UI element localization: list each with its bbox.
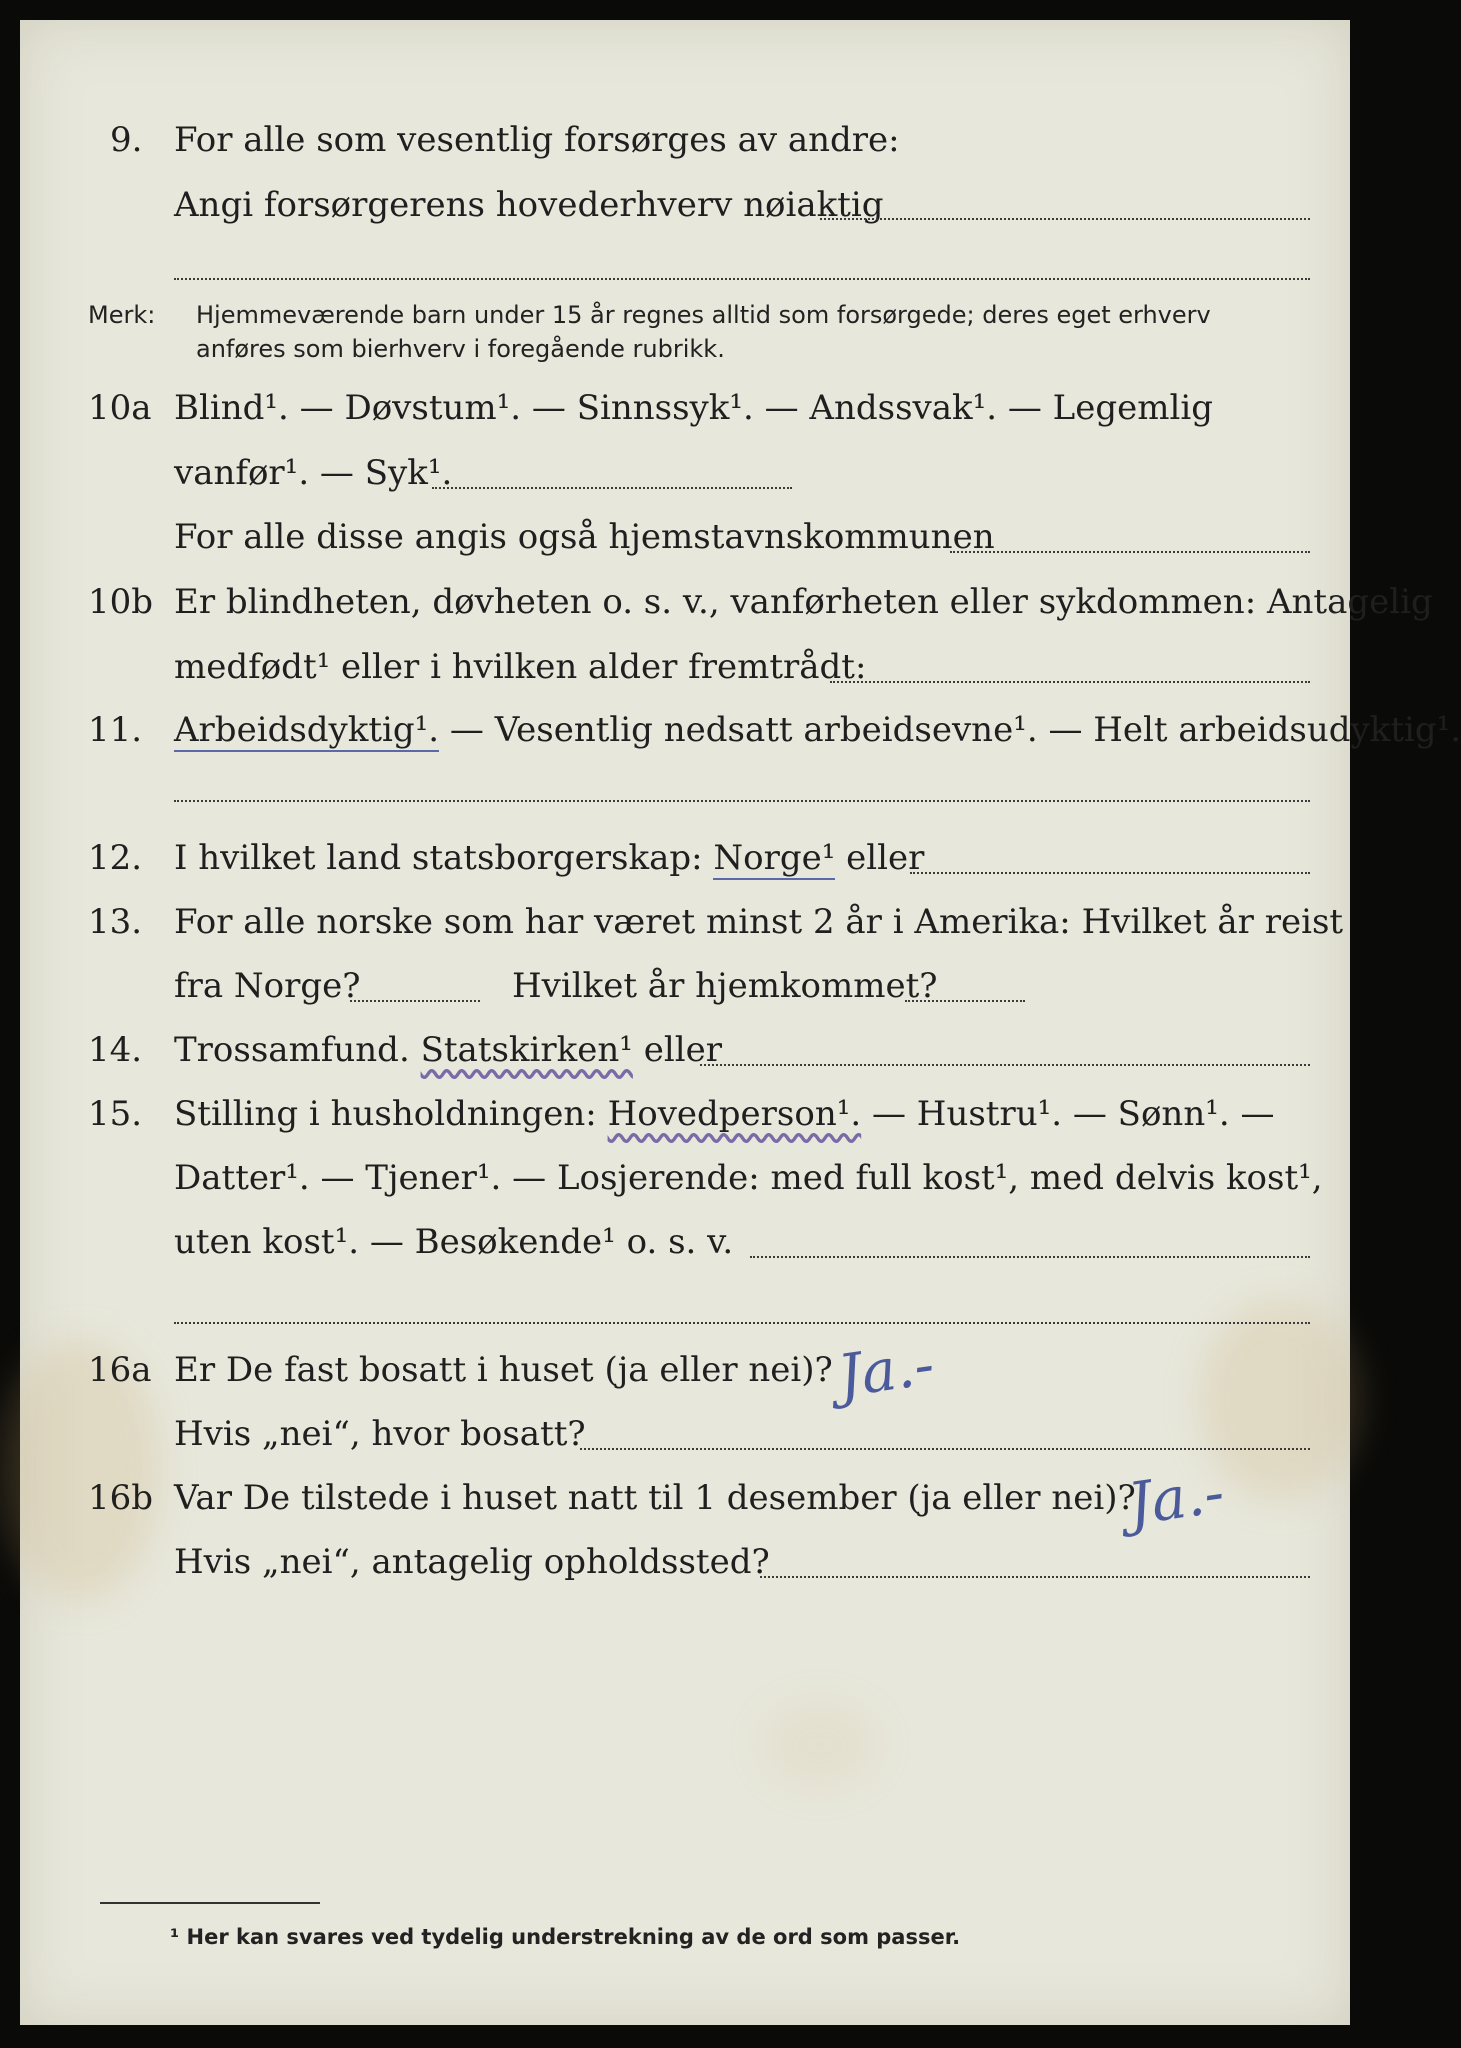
answer-norge-underlined: Norge¹ bbox=[713, 838, 836, 878]
question-13-line1: For alle norske som har været minst 2 år i Amerika: Hvilket år reist bbox=[174, 902, 1344, 942]
question-13-line2a: fra Norge? bbox=[174, 966, 361, 1006]
question-9-answer-line-2[interactable] bbox=[174, 278, 1310, 280]
question-10a-answer-line[interactable] bbox=[432, 487, 792, 489]
question-14-number: 14. bbox=[88, 1030, 143, 1070]
question-13-return-line[interactable] bbox=[905, 1000, 1025, 1002]
question-15-line1 bbox=[174, 1094, 1274, 1134]
question-9-answer-line[interactable] bbox=[820, 218, 1310, 220]
answer-statskirken-underlined: Statskirken¹ bbox=[420, 1030, 633, 1070]
question-10a-line1: Blind¹. — Døvstum¹. — Sinnssyk¹. — Andssvak¹. — Legemlig bbox=[174, 388, 1213, 428]
question-16b-number: 16b bbox=[88, 1478, 154, 1518]
question-16a-line2: Hvis „nei“, hvor bosatt? bbox=[174, 1414, 586, 1454]
question-15-number: 15. bbox=[88, 1094, 143, 1134]
merk-line1: Hjemmeværende barn under 15 år regnes alltid som forsørgede; deres eget erhverv bbox=[196, 301, 1211, 329]
answer-16a-handwritten: Ja.- bbox=[833, 1329, 939, 1411]
answer-arbeidsdyktig-underlined: Arbeidsdyktig¹. bbox=[174, 710, 440, 750]
question-11-number: 11. bbox=[88, 710, 143, 750]
question-11-rest: — Vesentlig nedsatt arbeidsevne¹. — Helt arbeidsudyktig¹. bbox=[439, 710, 1461, 750]
question-10a-line3: For alle disse angis også hjemstavnskommunen bbox=[174, 517, 995, 557]
question-9-line1: For alle som vesentlig forsørges av andre: bbox=[174, 120, 900, 160]
question-10b-line1: Er blindheten, døvheten o. s. v., vanførheten eller sykdommen: Antagelig bbox=[174, 582, 1433, 622]
question-14-eller: eller bbox=[632, 1030, 722, 1070]
merk-label: Merk: bbox=[88, 301, 156, 329]
question-9-line2: Angi forsørgerens hovederhverv nøiaktig bbox=[174, 185, 884, 225]
question-10b-line2: medfødt¹ eller i hvilken alder fremtrådt: bbox=[174, 647, 867, 687]
question-10a-line2: vanfør¹. — Syk¹. bbox=[174, 453, 453, 493]
question-14-answer-line[interactable] bbox=[700, 1064, 1310, 1066]
answer-hovedperson-underlined: Hovedperson¹. bbox=[607, 1094, 862, 1134]
footnote-text: ¹ Her kan svares ved tydelig understrekning av de ord som passer. bbox=[170, 1925, 961, 1949]
question-10b-number: 10b bbox=[88, 582, 154, 622]
question-15-line2: Datter¹. — Tjener¹. — Losjerende: med full kost¹, med delvis kost¹, bbox=[174, 1158, 1323, 1198]
question-12-line1 bbox=[174, 838, 924, 878]
question-16a-answer-line[interactable] bbox=[580, 1448, 1310, 1450]
question-10a-commune-line[interactable] bbox=[950, 551, 1310, 553]
question-15-prompt: Stilling i husholdningen: bbox=[174, 1094, 608, 1134]
question-13-line2b: Hvilket år hjemkommet? bbox=[512, 966, 938, 1006]
question-15-line3: uten kost¹. — Besøkende¹ o. s. v. bbox=[174, 1222, 734, 1262]
question-16b-line1: Var De tilstede i huset natt til 1 desember (ja eller nei)? bbox=[174, 1478, 1136, 1518]
question-16b-line2: Hvis „nei“, antagelig opholdssted? bbox=[174, 1542, 770, 1582]
question-13-number: 13. bbox=[88, 902, 143, 942]
question-14-prompt: Trossamfund. bbox=[174, 1030, 421, 1070]
question-12-answer-line[interactable] bbox=[910, 872, 1310, 874]
question-10b-answer-line[interactable] bbox=[830, 681, 1310, 683]
question-16b-answer-line[interactable] bbox=[760, 1576, 1310, 1578]
question-15-answer-line-2[interactable] bbox=[174, 1322, 1310, 1324]
question-15-answer-line[interactable] bbox=[750, 1256, 1310, 1258]
question-12-eller: eller bbox=[835, 838, 925, 878]
question-13-departure-line[interactable] bbox=[350, 1000, 480, 1002]
question-12-number: 12. bbox=[88, 838, 143, 878]
census-form-page bbox=[20, 20, 1461, 2025]
merk-line2: anføres som bierhverv i foregående rubrikk. bbox=[196, 335, 725, 363]
question-16a-number: 16a bbox=[88, 1350, 152, 1390]
question-16a-line1: Er De fast bosatt i huset (ja eller nei)? bbox=[174, 1350, 833, 1390]
question-9-number: 9. bbox=[110, 120, 143, 160]
question-15-rest: — Hustru¹. — Sønn¹. — bbox=[861, 1094, 1275, 1134]
question-10a-number: 10a bbox=[88, 388, 152, 428]
question-11-answer-line[interactable] bbox=[174, 800, 1310, 802]
question-12-prompt: I hvilket land statsborgerskap: bbox=[174, 838, 714, 878]
footnote-rule bbox=[100, 1902, 320, 1904]
question-11-line1 bbox=[174, 710, 1461, 750]
answer-16b-handwritten: Ja.- bbox=[1123, 1457, 1229, 1539]
question-14-line1 bbox=[174, 1030, 722, 1070]
